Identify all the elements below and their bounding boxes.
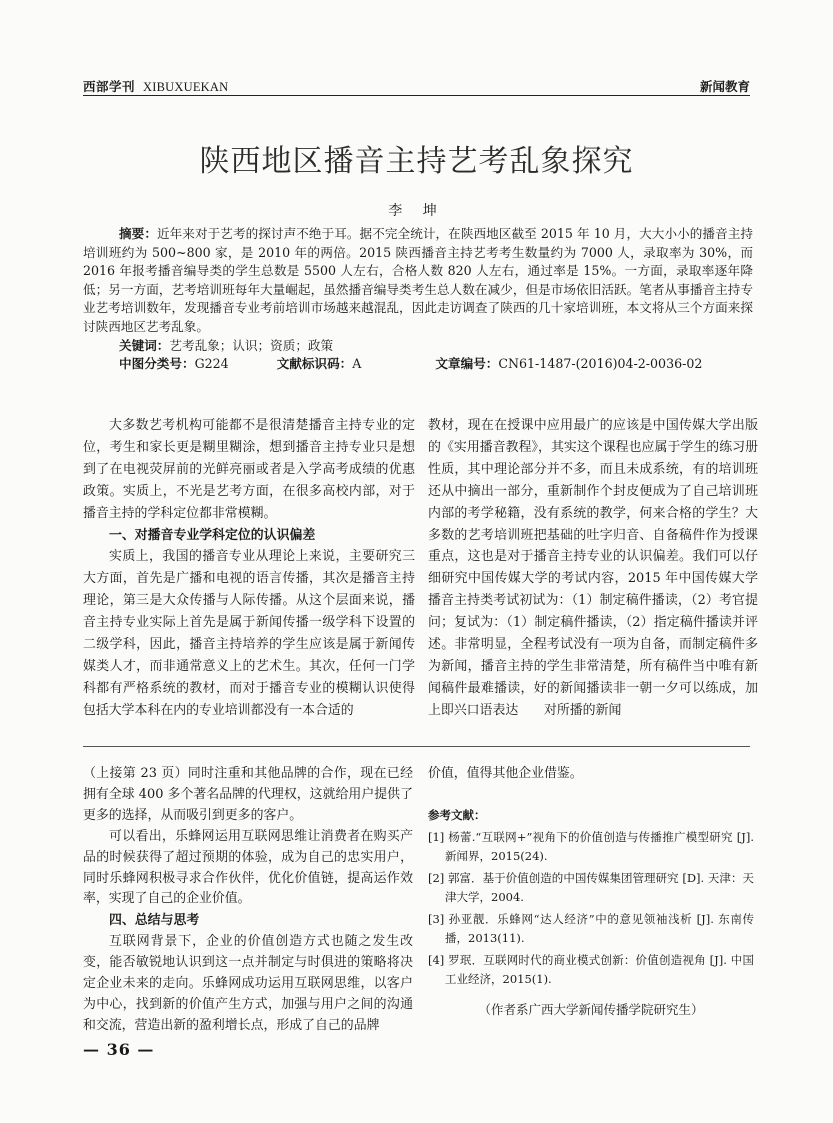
author-affiliation-note: （作者系广西大学新闻传播学院研究生） [478,1002,704,1017]
body-paragraph: （上接第 23 页）同时注重和其他品牌的合作，现在已经拥有全球 400 多个著名品牌的代理权，这就给用户提供了更多的选择，从而吸引到更多的客户。 [83,766,413,823]
reference-item: [3] 孙亚靓．乐蜂网“达人经济”中的意见领袖浅析 [J]. 东南传播，2013(11). [428,911,754,946]
body-paragraph: 教材，现在在授课中应用最广的应该是中国传媒大学出版的《实用播音教程》，其实这个课程也应属于学生的练习册性质，其中理论部分并不多，而且未成系统，有的培训班还从中摘出一部分，重新制作个封皮便成为了自己培训班内部的考学秘籍，没有系统的教学，何来合格的学生？大多数的艺考培训班把基础的吐字归音、自备稿件作为授课重点，这也是对于播音主持专业的认识偏差。我们可以仔细研究中国传媒大学的考试内容，2015 年中国传媒大学播音主持类考试初试为：（1）制定稿件播读，（2）考官提问；复试为：（1）制定稿件播读，（2）指定稿件播读并评述。非常明显，全程考试没有一项为自备，而制定稿件多为新闻，播音主持的学生非常清楚，所有稿件当中唯有新闻稿件最难播读，好的新闻播读非一朝一夕可以练成，加上即兴口语表达 对所播的新闻 [428,418,758,718]
reference-item: [1] 杨蕾.“互联网+”视角下的价值创造与传播推广模型研究 [J]. 新闻界，2015(24). [428,829,754,864]
body-paragraph: 实质上，我国的播音专业从理论上来说，主要研究三大方面，首先是广播和电视的语言传播，其次是播音主持理论，第三是大众传播与人际传播。从这个层面来说，播音主持专业实际上首先是属于新闻传播一级学科下设置的二级学科，因此，播音主持培养的学生应该是属于新闻传媒类人才，而非通常意义上的艺术生。其次，任何一门学科都有严格系统的教材，而对于播音专业的模糊认识使得包括大学本科在内的专业培训都没有一本合适的 [83,549,415,718]
clc-value: G224 [194,356,229,372]
article-author: 李 坤 [388,203,445,219]
section-heading: 四、总结与思考 [109,913,200,929]
journal-name-cn: 西部学刊 [83,79,136,94]
body-paragraph: 价值，值得其他企业借鉴。 [428,766,583,781]
keywords-label: 关键词： [119,337,170,353]
doc-code-value: A [352,356,362,372]
article-no-value: CN61-1487-(2016)04-2-0036-02 [498,356,703,372]
doc-code-label: 文献标识码： [276,356,353,372]
reference-item: [4] 罗珉．互联网时代的商业模式创新：价值创造视角 [J]. 中国工业经济，2015(1). [428,952,754,987]
section-divider [83,746,750,747]
continued-column-left [83,764,413,1037]
body-paragraph: 可以看出，乐蜂网运用互联网思维让消费者在购买产品的时候获得了超过预期的体验，成为自己的忠实用户，同时乐蜂网积极寻求合作伙伴，优化价值链，提高运作效率，实现了自己的企业价值。 [83,828,413,907]
journal-name [83,77,228,95]
abstract-label: 摘要： [119,226,157,241]
article-no-label: 文章编号： [435,356,499,372]
header-rule [83,95,750,96]
page-number: — 36 — [83,1040,155,1059]
body-paragraph: 大多数艺考机构可能都不是很清楚播音主持专业的定位，考生和家长更是糊里糊涂，想到播音主持专业只是想到了在电视荧屏前的光鲜亮丽或者是入学高考成绩的优惠政策。实质上，不光是艺考方面，在很多高校内部，对于播音主持的学科定位都非常模糊。 [83,418,415,521]
body-paragraph: 互联网背景下，企业的价值创造方式也随之发生改变，能否敏锐地认识到这一点并制定与时俱进的策略将决定企业未来的走向。乐蜂网成功运用互联网思维，以客户为中心，找到新的价值产生方式，加强与用户之间的沟通和交流，营造出新的盈利增长点，形成了自己的品牌 [83,934,413,1033]
clc-label: 中图分类号： [119,356,195,372]
body-column-right [428,415,758,722]
keywords-line [83,337,753,356]
classification-line [83,355,753,374]
continued-column-right [428,764,754,992]
body-column-left [83,415,415,722]
section-heading: 一、对播音专业学科定位的认识偏差 [109,527,316,543]
reference-item: [2] 郭富．基于价值创造的中国传媒集团管理研究 [D]. 天津：天津大学，2004. [428,870,754,905]
abstract [83,225,753,374]
keywords-text: 艺考乱象；认识；资质；政策 [169,337,334,353]
article-title: 陕西地区播音主持艺考乱象探究 [199,144,634,179]
references-title: 参考文献： [428,807,486,822]
journal-name-en: XIBUXUEKAN [143,80,229,94]
abstract-text: 近年来对于艺考的探讨声不绝于耳。据不完全统计，在陕西地区截至 2015 年 10 月，大大小小的播音主持培训班约为 500~800 家，是 2010 年的两倍。2015 陕西播音主持艺考考生数量约为 7000 人，录取率为 30%，而 2016 年报考播音编导类的学生总数是 5500 人左右，合格人数 820 人左右，通过率是 15%。一方面，录取率逐年降低；另一方面，艺考培训班每年大量崛起，虽然播音编导类考生总人数在减少，但是市场依旧活跃。笔者从事播音主持专业艺考培训数年，发现播音专业考前培训市场越来越混乱，因此走访调查了陕西的几十家培训班，本文将从三个方面来探讨陕西地区艺考乱象。 [83,226,753,334]
section-label: 新闻教育 [699,79,750,94]
